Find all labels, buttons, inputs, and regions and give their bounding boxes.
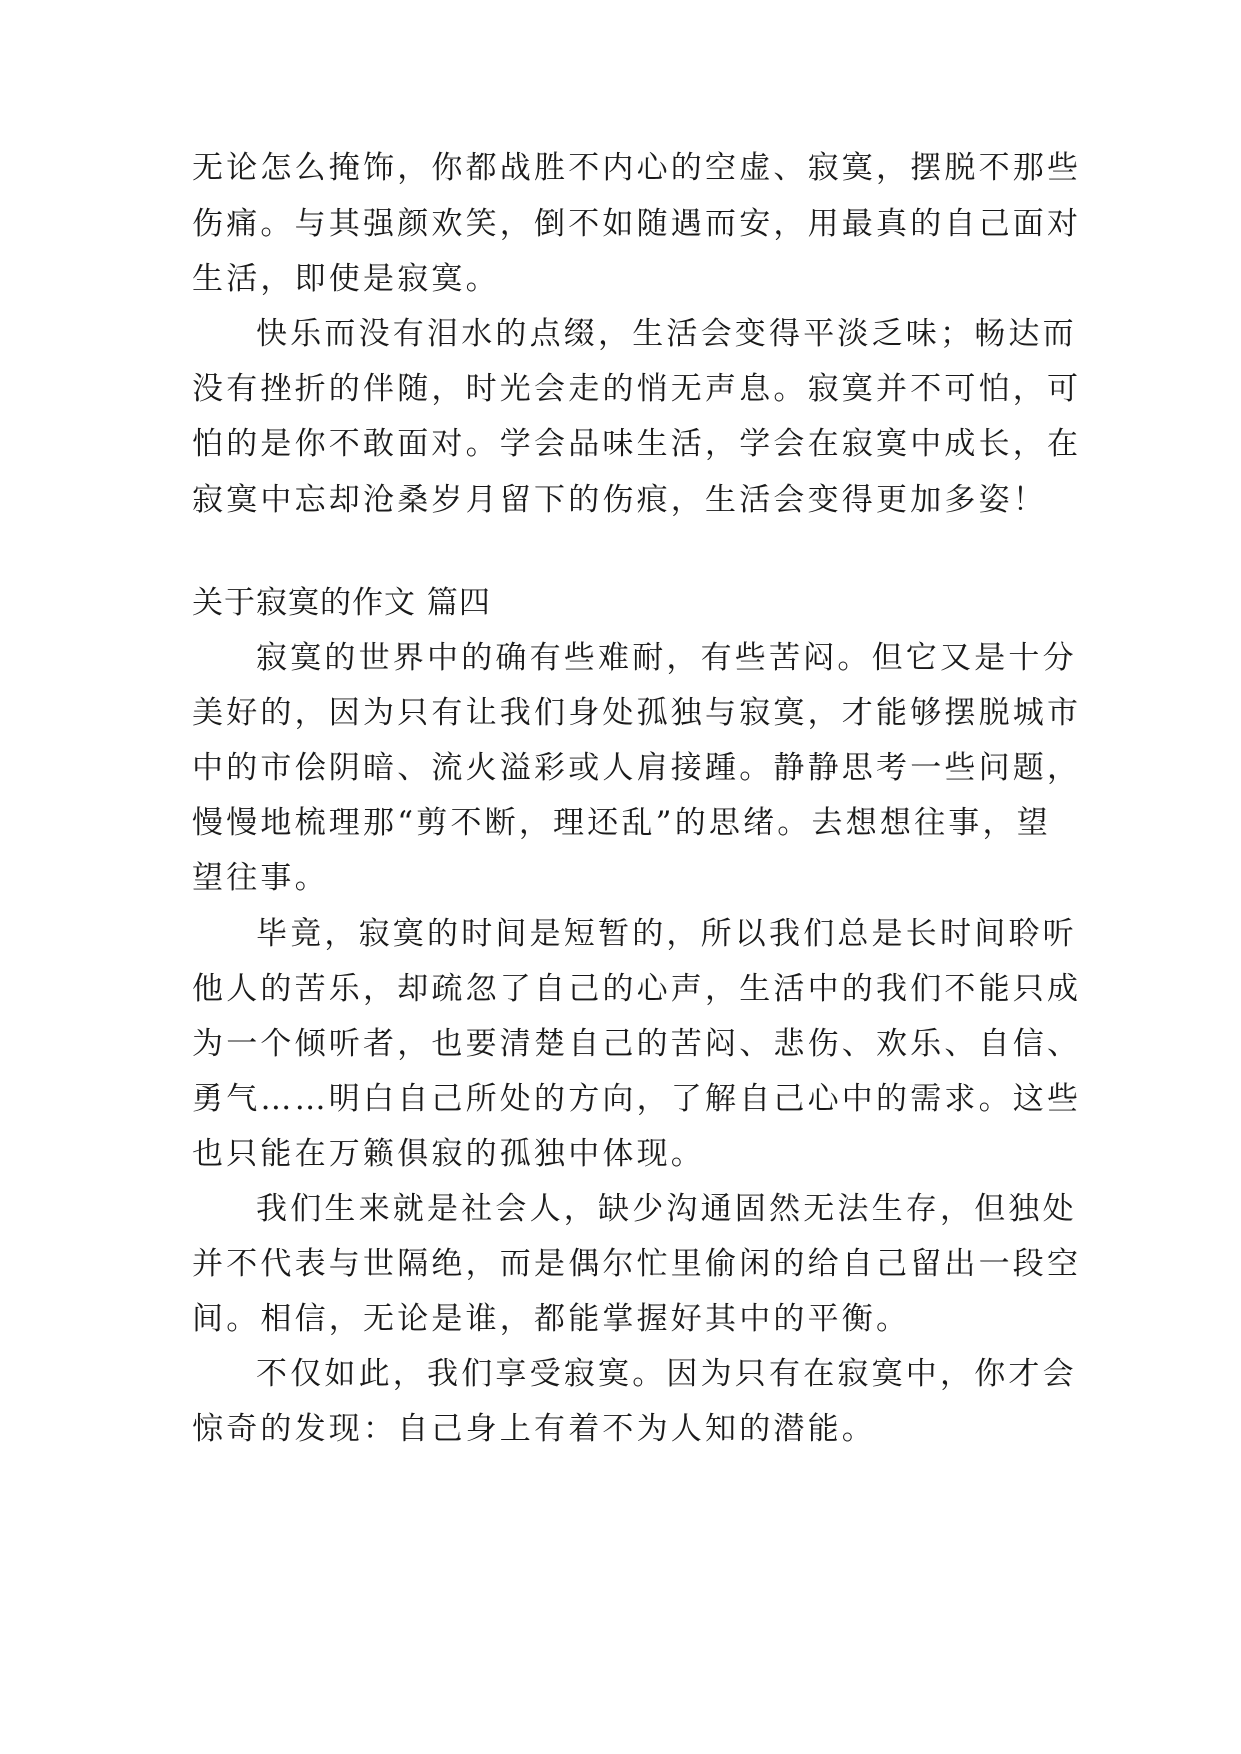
- text-line: 不仅如此，我们享受寂寞。因为只有在寂寞中，你才会: [256, 1356, 1077, 1392]
- text-line: 也只能在万籁俱寂的孤独中体现。: [192, 1136, 705, 1172]
- text-line: 毕竟，寂寞的时间是短暂的，所以我们总是长时间聆听: [256, 916, 1077, 952]
- text-line: 没有挫折的伴随，时光会走的悄无声息。寂寞并不可怕，可: [192, 371, 1082, 407]
- text-line: 生活，即使是寂寞。: [192, 261, 500, 297]
- section-heading: 关于寂寞的作文 篇四: [192, 585, 491, 621]
- text-line: 间。相信，无论是谁，都能掌握好其中的平衡。: [192, 1301, 911, 1337]
- text-line: 美好的，因为只有让我们身处孤独与寂寞，才能够摆脱城市: [192, 695, 1082, 731]
- text-line: 望往事。: [192, 860, 329, 896]
- text-line: 并不代表与世隔绝，而是偶尔忙里偷闲的给自己留出一段空: [192, 1246, 1082, 1282]
- text-line: 中的市侩阴暗、流火溢彩或人肩接踵。静静思考一些问题，: [192, 750, 1082, 786]
- text-line: 怕的是你不敢面对。学会品味生活，学会在寂寞中成长，在: [192, 426, 1082, 462]
- text-line: 勇气……明白自己所处的方向，了解自己心中的需求。这些: [192, 1081, 1082, 1117]
- text-line: 为一个倾听者，也要清楚自己的苦闷、悲伤、欢乐、自信、: [192, 1026, 1082, 1062]
- text-line: 惊奇的发现：自己身上有着不为人知的潜能。: [192, 1411, 876, 1447]
- text-line: 无论怎么掩饰，你都战胜不内心的空虚、寂寞，摆脱不那些: [192, 150, 1082, 186]
- text-line: 伤痛。与其强颜欢笑，倒不如随遇而安，用最真的自己面对: [192, 206, 1082, 242]
- text-line: 寂寞中忘却沧桑岁月留下的伤痕，生活会变得更加多姿！: [192, 482, 1047, 518]
- text-line: 寂寞的世界中的确有些难耐，有些苦闷。但它又是十分: [256, 640, 1077, 676]
- text-line: 他人的苦乐，却疏忽了自己的心声，生活中的我们不能只成: [192, 971, 1082, 1007]
- text-line: 慢慢地梳理那“剪不断，理还乱”的思绪。去想想往事，望: [192, 805, 1051, 841]
- text-line: 快乐而没有泪水的点缀，生活会变得平淡乏味；畅达而: [256, 316, 1077, 352]
- text-line: 我们生来就是社会人，缺少沟通固然无法生存，但独处: [256, 1191, 1077, 1227]
